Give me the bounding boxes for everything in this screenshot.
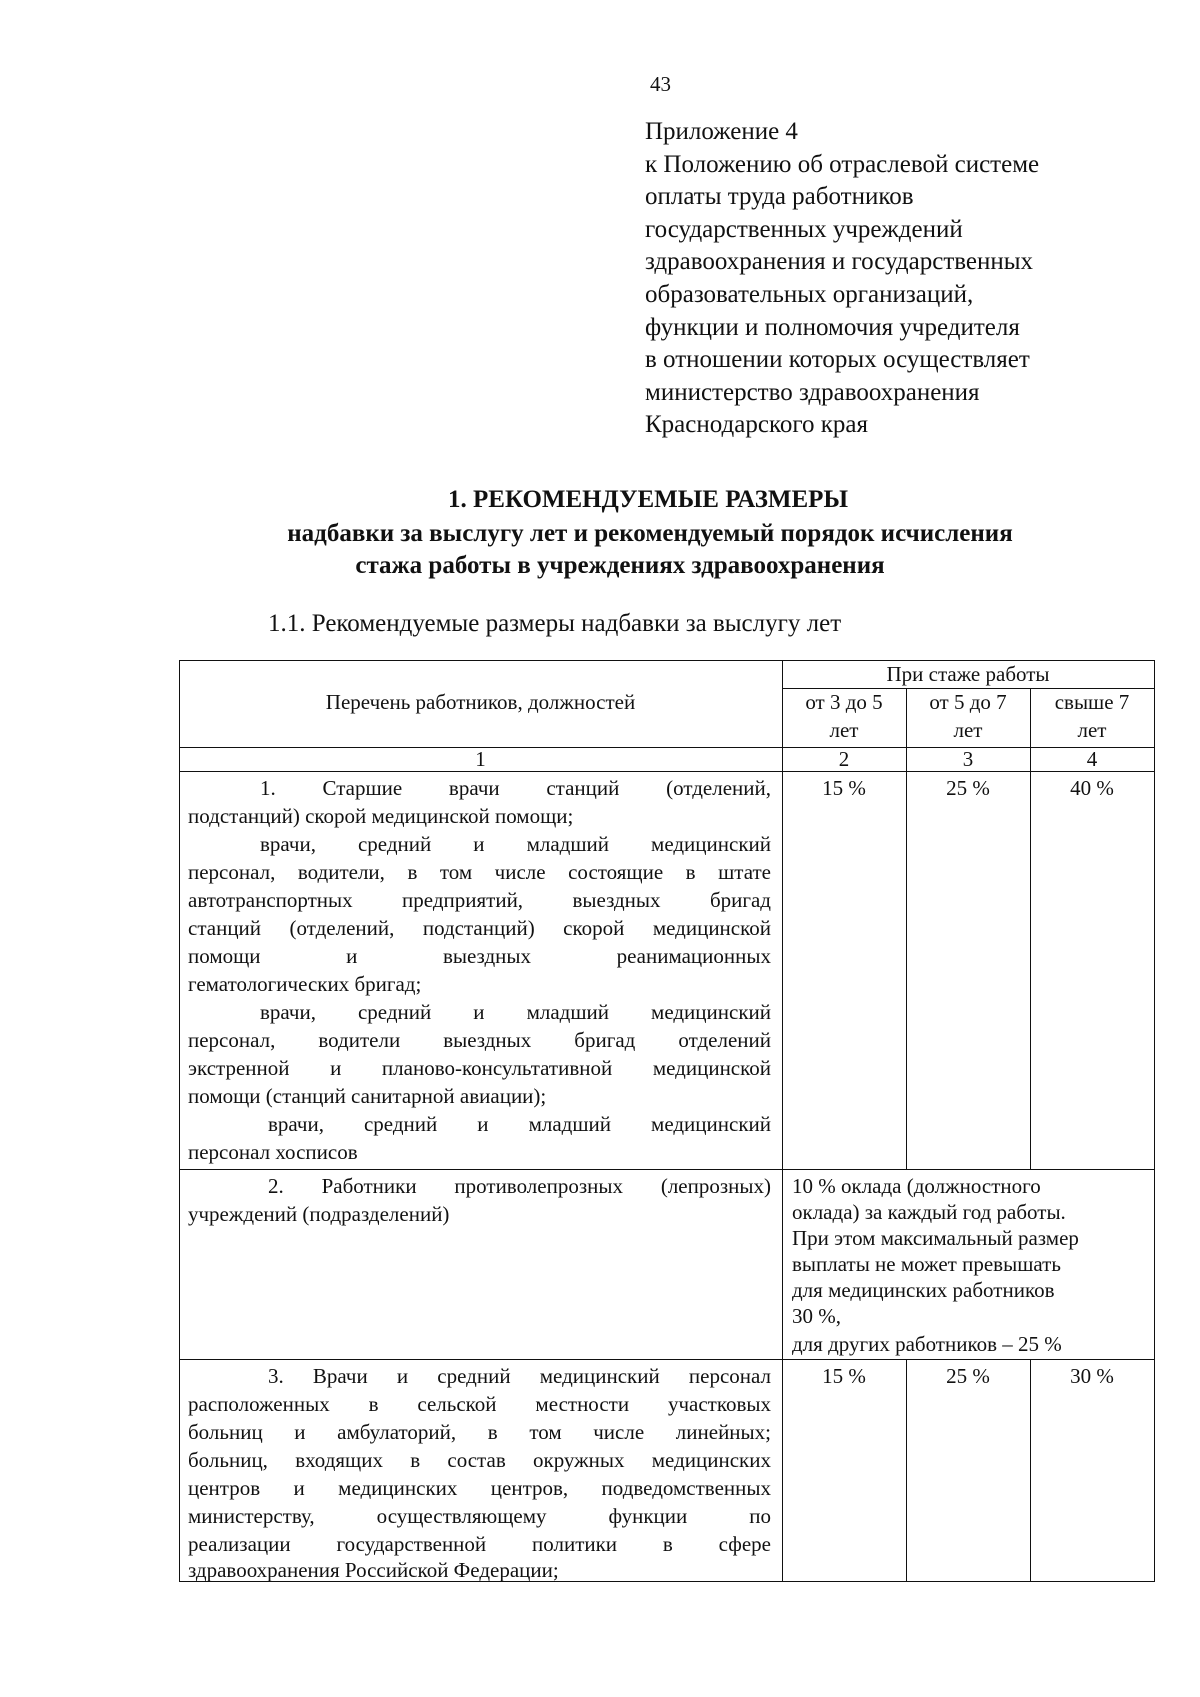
appendix-line: Краснодарского края [645, 411, 868, 439]
appendix-line: государственных учреждений [645, 215, 963, 243]
row-text-line: автотранспортных предприятий, выездных бригад [188, 888, 771, 912]
section-subheading: стажа работы в учреждениях здравоохранения [355, 552, 885, 579]
table-rule [179, 1169, 1154, 1170]
row-text-line: врачи, средний и младший медицинский [260, 1000, 771, 1024]
merged-cell-line: 30 %, [792, 1304, 841, 1328]
table-header-col2: от 3 до 5 [805, 690, 883, 714]
row-text-line: 3. Врачи и средний медицинский персонал [268, 1364, 771, 1388]
cell-value: 25 % [946, 1364, 990, 1388]
cell-value: 30 % [1070, 1364, 1114, 1388]
row-text-line: экстренной и планово-консультативной медицинской [188, 1056, 771, 1080]
table-header-positions: Перечень работников, должностей [325, 690, 636, 714]
cell-value: 40 % [1070, 776, 1114, 800]
row-text-line: расположенных в сельской местности участковых [188, 1392, 771, 1416]
table-rule [179, 1359, 1154, 1360]
column-number: 1 [475, 747, 486, 771]
row-text-line: врачи, средний и младший медицинский [260, 832, 771, 856]
table-rule [906, 1359, 907, 1581]
row-text-line: врачи, средний и младший медицинский [268, 1112, 771, 1136]
row-text-line: подстанций) скорой медицинской помощи; [188, 804, 574, 828]
column-number: 4 [1086, 747, 1098, 771]
table-border-right [1154, 660, 1155, 1582]
row-text-line: больниц, входящих в состав окружных медицинских [188, 1448, 771, 1472]
appendix-line: оплаты труда работников [645, 183, 914, 211]
row-text-line: персонал, водители, в том числе состоящие в штате [188, 860, 771, 884]
appendix-line: здравоохранения и государственных [645, 248, 1034, 276]
table-header-col2: лет [829, 718, 859, 742]
row-text-line: персонал хосписов [188, 1140, 358, 1164]
row-text-line: 1. Старшие врачи станций (отделений, [260, 776, 771, 800]
table-rule [1030, 1359, 1031, 1581]
row-text-line: реализации государственной политики в сфере [188, 1532, 771, 1556]
row-text-line: министерству, осуществляющему функции по [188, 1504, 771, 1528]
section-heading: 1. РЕКОМЕНДУЕМЫЕ РАЗМЕРЫ [448, 486, 848, 513]
page-number: 43 [650, 72, 671, 96]
appendix-line: к Положению об отраслевой системе [645, 150, 1040, 178]
row-text-line: персонал, водители выездных бригад отделений [188, 1028, 771, 1052]
cell-value: 25 % [946, 776, 990, 800]
section-subheading: надбавки за выслугу лет и рекомендуемый порядок исчисления [287, 520, 1013, 547]
row-text-line: станций (отделений, подстанций) скорой медицинской [188, 916, 771, 940]
appendix-line: образовательных организаций, [645, 280, 974, 308]
merged-cell-line: 10 % оклада (должностного [792, 1174, 1041, 1198]
column-number: 3 [962, 747, 974, 771]
appendix-line: функции и полномочия учредителя [645, 313, 1020, 341]
table-header-col3: лет [953, 718, 983, 742]
table-header-col4: свыше 7 [1054, 690, 1130, 714]
row-text-line: гематологических бригад; [188, 972, 422, 996]
table-header-group: При стаже работы [886, 662, 1050, 686]
cell-value: 15 % [822, 1364, 866, 1388]
row-text-line: учреждений (подразделений) [188, 1202, 450, 1226]
merged-cell-line: оклада) за каждый год работы. [792, 1200, 1066, 1224]
cell-value: 15 % [822, 776, 866, 800]
appendix-line: в отношении которых осуществляет [645, 346, 1030, 374]
merged-cell-line: При этом максимальный размер [792, 1226, 1079, 1250]
merged-cell-line: для медицинских работников [792, 1278, 1055, 1302]
table-header-col4: лет [1077, 718, 1107, 742]
table-border-left [179, 660, 180, 1582]
row-text-line: помощи и выездных реанимационных [188, 944, 771, 968]
merged-cell-line: для других работников – 25 % [792, 1332, 1062, 1356]
row-text-line: 2. Работники противолепрозных (лепрозных) [268, 1174, 771, 1198]
appendix-line: министерство здравоохранения [645, 378, 980, 406]
row-text-line: центров и медицинских центров, подведомственных [188, 1476, 771, 1500]
row-text-line: помощи (станций санитарной авиации); [188, 1084, 547, 1108]
row-text-line: больниц и амбулаторий, в том числе линейных; [188, 1420, 771, 1444]
appendix-line: Приложение 4 [645, 118, 798, 145]
table-header-col3: от 5 до 7 [929, 690, 1007, 714]
column-number: 2 [838, 747, 850, 771]
appendix-block [645, 116, 1039, 442]
row-text-line: здравоохранения Российской Федерации; [188, 1558, 559, 1582]
merged-cell-line: выплаты не может превышать [792, 1252, 1061, 1276]
subsection-title: 1.1. Рекомендуемые размеры надбавки за выслугу лет [268, 610, 842, 637]
